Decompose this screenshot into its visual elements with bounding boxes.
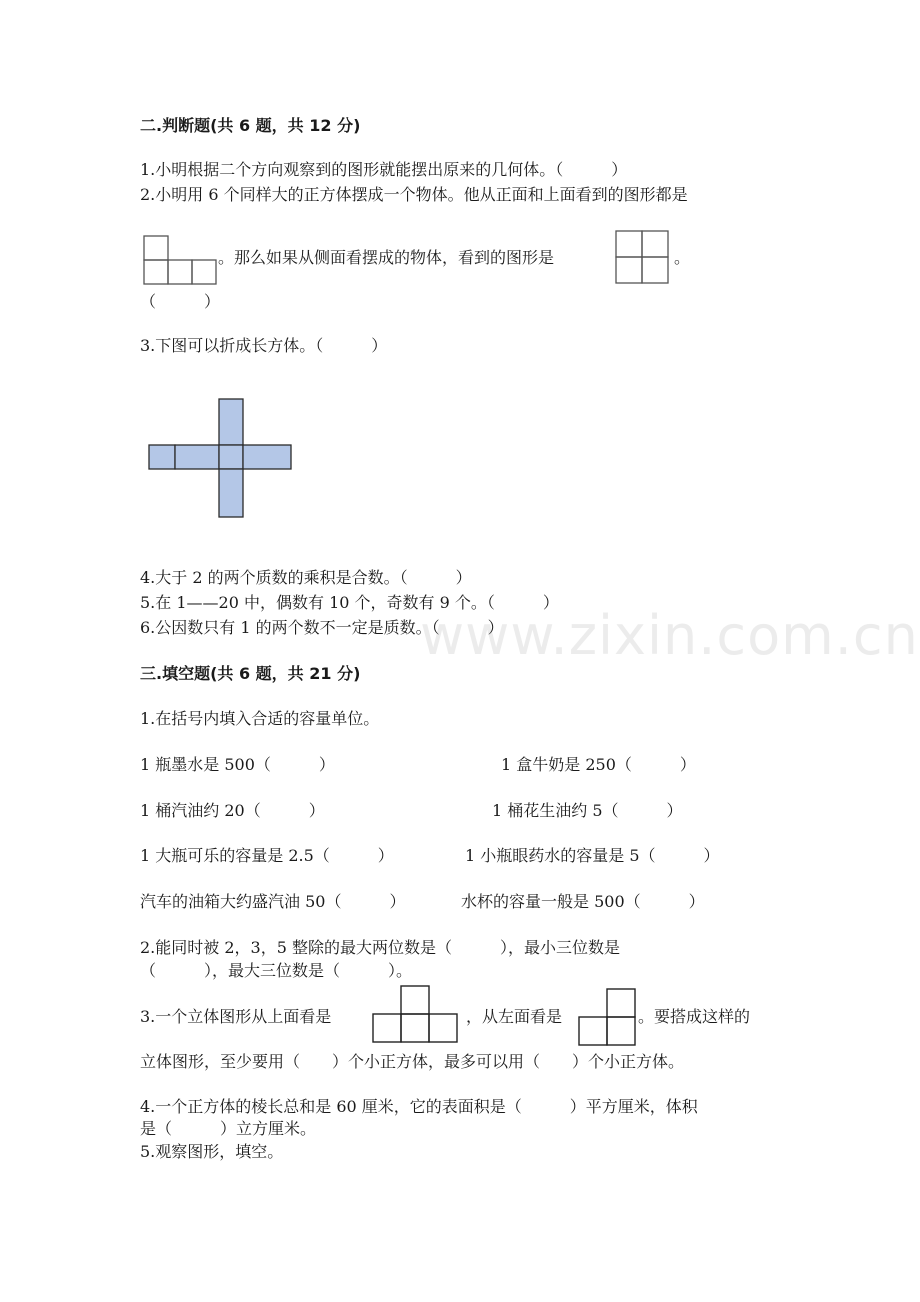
- judge-q1: 1.小明根据二个方向观察到的图形就能摆出原来的几何体。（ ）: [140, 160, 628, 179]
- judge-q6: 6.公因数只有 1 的两个数不一定是质数。（ ）: [140, 618, 504, 637]
- judge-q2-line2: 。那么如果从侧面看摆成的物体，看到的图形是: [218, 248, 555, 267]
- capacity-item: 1 瓶墨水是 500（ ）: [140, 755, 335, 774]
- fill-q2-line1: 2.能同时被 2，3，5 整除的最大两位数是（ ），最小三位数是: [140, 938, 620, 957]
- capacity-item: 1 小瓶眼药水的容量是 5（ ）: [465, 846, 720, 865]
- judge-q4: 4.大于 2 的两个质数的乘积是合数。（ ）: [140, 568, 472, 587]
- watermark: www.zixin.com.cn: [420, 604, 919, 667]
- capacity-item: 水杯的容量一般是 500（ ）: [461, 892, 705, 911]
- judge-q5: 5.在 1——20 中，偶数有 10 个，奇数有 9 个。（ ）: [140, 593, 559, 612]
- capacity-item: 1 桶汽油约 20（ ）: [140, 801, 325, 820]
- capacity-item: 汽车的油箱大约盛汽油 50（ ）: [140, 892, 406, 911]
- judge-q2-end: 。: [674, 248, 691, 267]
- section2-heading: 二.判断题(共 6 题，共 12 分): [140, 116, 361, 135]
- fill-q2-line2: （ ），最大三位数是（ ）。: [140, 961, 413, 980]
- section3-heading: 三.填空题(共 6 题，共 21 分): [140, 664, 361, 683]
- side-view-figure: [615, 230, 671, 286]
- cuboid-net-figure: [148, 398, 294, 520]
- fill-q3-line2: 立体图形，至少要用（ ）个小正方体，最多可以用（ ）个小正方体。: [140, 1052, 685, 1071]
- front-view-figure: [143, 235, 217, 285]
- judge-q2-line1: 2.小明用 6 个同样大的正方体摆成一个物体。他从正面和上面看到的图形都是: [140, 185, 688, 204]
- judge-q3: 3.下图可以折成长方体。（ ）: [140, 336, 388, 355]
- top-view-figure: [372, 985, 458, 1043]
- fill-q5: 5.观察图形，填空。: [140, 1142, 284, 1161]
- fill-q4-line2: 是（ ）立方厘米。: [140, 1119, 317, 1138]
- left-view-figure: [578, 988, 636, 1046]
- fill-q3-part2: ，从左面看是: [466, 1007, 563, 1026]
- judge-q2-paren: （ ）: [140, 292, 221, 311]
- fill-q4-line1: 4.一个正方体的棱长总和是 60 厘米，它的表面积是（ ）平方厘米，体积: [140, 1097, 698, 1116]
- capacity-item: 1 盒牛奶是 250（ ）: [501, 755, 696, 774]
- fill-q1: 1.在括号内填入合适的容量单位。: [140, 709, 380, 728]
- fill-q3-part3: 。要搭成这样的: [638, 1007, 751, 1026]
- capacity-item: 1 大瓶可乐的容量是 2.5（ ）: [140, 846, 394, 865]
- capacity-item: 1 桶花生油约 5（ ）: [492, 801, 683, 820]
- fill-q3-part1: 3.一个立体图形从上面看是: [140, 1007, 332, 1026]
